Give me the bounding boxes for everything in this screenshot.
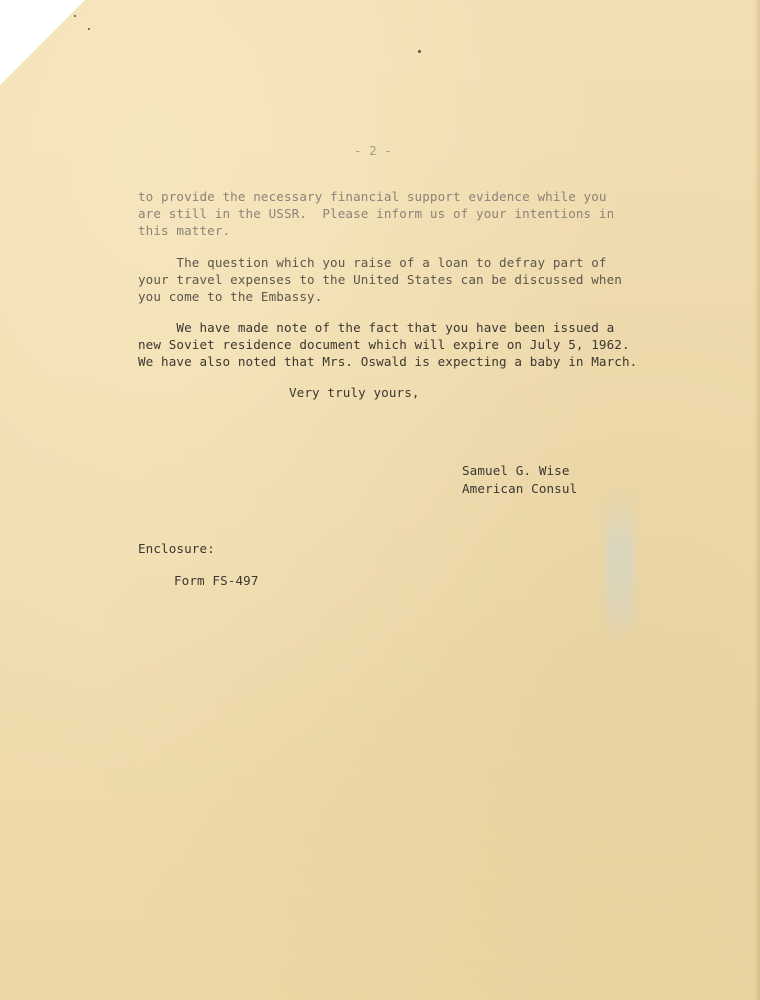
ink-speck (88, 28, 90, 30)
enclosure-label: Enclosure: (138, 541, 215, 556)
page-edge-shadow (754, 0, 760, 1000)
paragraph-line: The question which you raise of a loan to defray part of (138, 255, 607, 270)
paragraph-line: We have also noted that Mrs. Oswald is expecting a baby in March. (138, 354, 638, 369)
paper-stain (606, 490, 634, 640)
closing: Very truly yours, (289, 385, 420, 400)
paragraph-line: to provide the necessary financial support evidence while you (138, 189, 607, 204)
paragraph-line: are still in the USSR. Please inform us of your intentions in (138, 206, 615, 221)
paragraph-line: new Soviet residence document which will expire on July 5, 1962. (138, 337, 630, 352)
paragraph-line: your travel expenses to the United States can be discussed when (138, 272, 622, 287)
ink-speck (418, 50, 421, 53)
signer-name: Samuel G. Wise (462, 463, 570, 478)
paragraph-line: this matter. (138, 223, 231, 238)
enclosure-item: Form FS-497 (174, 573, 259, 588)
paragraph-line: you come to the Embassy. (138, 289, 323, 304)
page-number: - 2 - (354, 143, 392, 158)
ink-speck (74, 15, 76, 17)
paragraph-line: We have made note of the fact that you have been issued a (138, 320, 615, 335)
signer-title: American Consul (462, 481, 578, 496)
clipped-corner (0, 0, 85, 85)
